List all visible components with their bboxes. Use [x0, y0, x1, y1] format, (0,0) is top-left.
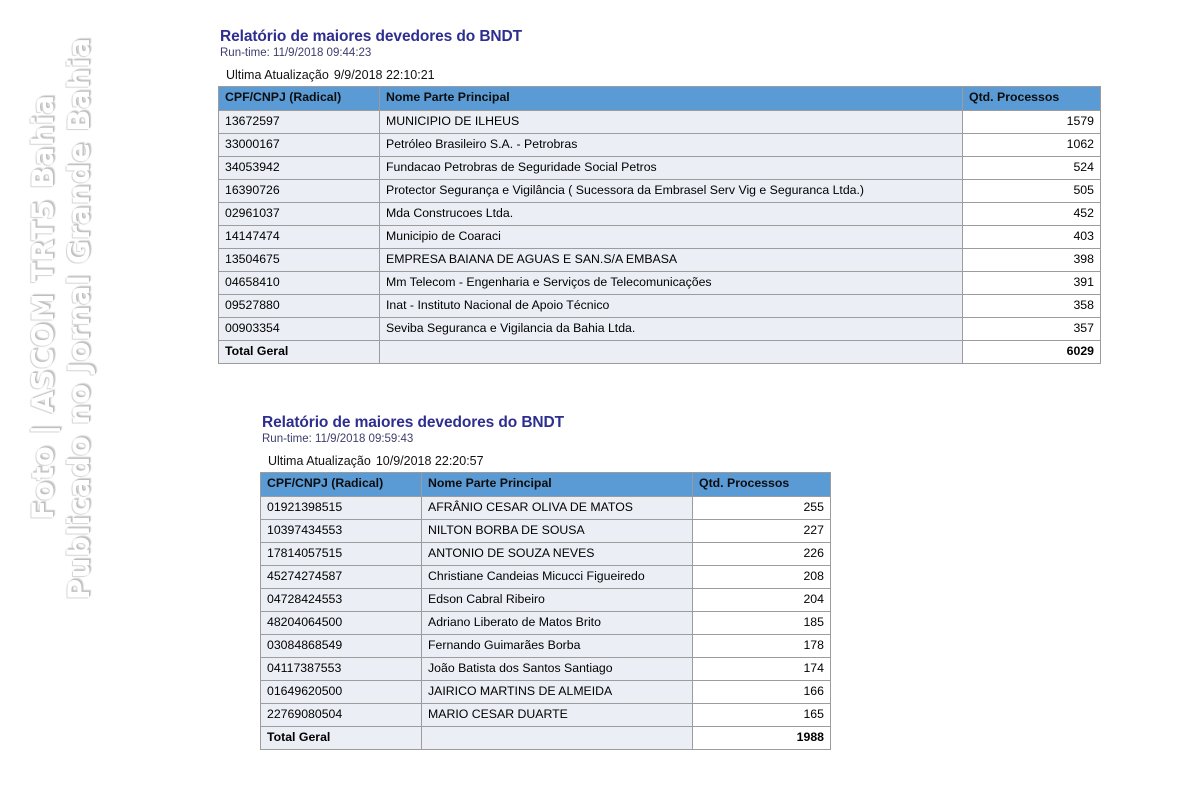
- cell-cpf: 48204064500: [261, 612, 422, 635]
- cell-nome: Mda Construcoes Ltda.: [380, 203, 963, 226]
- table-body: [219, 111, 1101, 364]
- total-value: 1988: [693, 727, 831, 750]
- cell-qtd: 1062: [963, 134, 1101, 157]
- cell-nome: Protector Segurança e Vigilância ( Sucessora da Embrasel Serv Vig e Seguranca Ltda.): [380, 180, 963, 203]
- table-row: [219, 226, 1101, 249]
- report-title: Relatório de maiores devedores do BNDT: [262, 414, 564, 431]
- cell-nome: Municipio de Coaraci: [380, 226, 963, 249]
- table-row: [219, 134, 1101, 157]
- column-header-qtd[interactable]: Qtd. Processos: [963, 87, 1101, 111]
- watermark: [0, 0, 110, 800]
- table-body: [261, 497, 831, 750]
- table-row: [261, 681, 831, 704]
- last-update-value: 10/9/2018 22:20:57: [375, 454, 484, 468]
- cell-qtd: 505: [963, 180, 1101, 203]
- report-last-update: [218, 68, 1101, 82]
- cell-qtd: 227: [693, 520, 831, 543]
- table-row: [261, 566, 831, 589]
- cell-cpf: 13504675: [219, 249, 380, 272]
- cell-cpf: 09527880: [219, 295, 380, 318]
- cell-cpf: 17814057515: [261, 543, 422, 566]
- table-row: [261, 520, 831, 543]
- cell-qtd: 398: [963, 249, 1101, 272]
- cell-cpf: 45274274587: [261, 566, 422, 589]
- table-header-row: [261, 473, 831, 497]
- cell-qtd: 391: [963, 272, 1101, 295]
- table-row: [261, 612, 831, 635]
- table-total-row: [261, 727, 831, 750]
- cell-nome: João Batista dos Santos Santiago: [422, 658, 693, 681]
- report-runtime: Run-time: 11/9/2018 09:44:23: [220, 47, 372, 59]
- cell-cpf: 33000167: [219, 134, 380, 157]
- total-value: 6029: [963, 341, 1101, 364]
- cell-cpf: 00903354: [219, 318, 380, 341]
- cell-cpf: 04728424553: [261, 589, 422, 612]
- table-row: [219, 249, 1101, 272]
- report-title: Relatório de maiores devedores do BNDT: [220, 28, 522, 45]
- cell-qtd: 174: [693, 658, 831, 681]
- cell-qtd: 1579: [963, 111, 1101, 134]
- cell-qtd: 524: [963, 157, 1101, 180]
- report-last-update: [260, 454, 831, 468]
- cell-qtd: 358: [963, 295, 1101, 318]
- cell-qtd: 208: [693, 566, 831, 589]
- cell-nome: EMPRESA BAIANA DE AGUAS E SAN.S/A EMBASA: [380, 249, 963, 272]
- debtors-table-2: [260, 472, 831, 750]
- table-row: [219, 272, 1101, 295]
- cell-cpf: 04117387553: [261, 658, 422, 681]
- total-spacer: [422, 727, 693, 750]
- last-update-value: 9/9/2018 22:10:21: [333, 68, 435, 82]
- cell-cpf: 16390726: [219, 180, 380, 203]
- table-row: [219, 180, 1101, 203]
- cell-qtd: 452: [963, 203, 1101, 226]
- cell-cpf: 14147474: [219, 226, 380, 249]
- watermark-credit-line: Foto | ASCOM TRT5 Bahia: [26, 94, 60, 520]
- column-header-cpf[interactable]: CPF/CNPJ (Radical): [219, 87, 380, 111]
- table-row: [261, 704, 831, 727]
- table-row: [261, 635, 831, 658]
- table-row: [261, 543, 831, 566]
- cell-cpf: 02961037: [219, 203, 380, 226]
- last-update-label: Ultima Atualização: [268, 454, 371, 468]
- cell-qtd: 226: [693, 543, 831, 566]
- cell-qtd: 357: [963, 318, 1101, 341]
- watermark-publication-line: Publicado no Jornal Grande Bahia: [62, 37, 96, 600]
- cell-nome: Mm Telecom - Engenharia e Serviços de Telecomunicações: [380, 272, 963, 295]
- cell-qtd: 403: [963, 226, 1101, 249]
- cell-cpf: 10397434553: [261, 520, 422, 543]
- cell-nome: Petróleo Brasileiro S.A. - Petrobras: [380, 134, 963, 157]
- cell-nome: Fernando Guimarães Borba: [422, 635, 693, 658]
- table-row: [219, 203, 1101, 226]
- report-block-1: [218, 28, 1101, 364]
- cell-nome: Inat - Instituto Nacional de Apoio Técnico: [380, 295, 963, 318]
- cell-nome: NILTON BORBA DE SOUSA: [422, 520, 693, 543]
- table-row: [261, 497, 831, 520]
- table-header: [261, 473, 831, 497]
- debtors-table-1: [218, 86, 1101, 364]
- total-label: Total Geral: [261, 727, 422, 750]
- table-row: [261, 589, 831, 612]
- cell-qtd: 255: [693, 497, 831, 520]
- table-row: [219, 295, 1101, 318]
- cell-cpf: 03084868549: [261, 635, 422, 658]
- column-header-cpf[interactable]: CPF/CNPJ (Radical): [261, 473, 422, 497]
- cell-qtd: 165: [693, 704, 831, 727]
- table-header-row: [219, 87, 1101, 111]
- cell-nome: MUNICIPIO DE ILHEUS: [380, 111, 963, 134]
- total-spacer: [380, 341, 963, 364]
- last-update-label: Ultima Atualização: [226, 68, 329, 82]
- cell-cpf: 13672597: [219, 111, 380, 134]
- cell-nome: Seviba Seguranca e Vigilancia da Bahia Ltda.: [380, 318, 963, 341]
- cell-nome: Christiane Candeias Micucci Figueiredo: [422, 566, 693, 589]
- table-row: [261, 658, 831, 681]
- table-total-row: [219, 341, 1101, 364]
- cell-nome: Adriano Liberato de Matos Brito: [422, 612, 693, 635]
- cell-cpf: 01649620500: [261, 681, 422, 704]
- report-block-2: [260, 414, 831, 750]
- table-header: [219, 87, 1101, 111]
- cell-qtd: 204: [693, 589, 831, 612]
- cell-nome: ANTONIO DE SOUZA NEVES: [422, 543, 693, 566]
- table-row: [219, 157, 1101, 180]
- cell-cpf: 22769080504: [261, 704, 422, 727]
- cell-cpf: 04658410: [219, 272, 380, 295]
- cell-cpf: 01921398515: [261, 497, 422, 520]
- cell-nome: MARIO CESAR DUARTE: [422, 704, 693, 727]
- column-header-qtd[interactable]: Qtd. Processos: [693, 473, 831, 497]
- cell-nome: AFRÂNIO CESAR OLIVA DE MATOS: [422, 497, 693, 520]
- column-header-nome[interactable]: Nome Parte Principal: [380, 87, 963, 111]
- report-runtime: Run-time: 11/9/2018 09:59:43: [262, 433, 414, 445]
- cell-nome: JAIRICO MARTINS DE ALMEIDA: [422, 681, 693, 704]
- table-row: [219, 111, 1101, 134]
- cell-nome: Fundacao Petrobras de Seguridade Social Petros: [380, 157, 963, 180]
- cell-cpf: 34053942: [219, 157, 380, 180]
- table-row: [219, 318, 1101, 341]
- cell-qtd: 166: [693, 681, 831, 704]
- cell-qtd: 178: [693, 635, 831, 658]
- cell-nome: Edson Cabral Ribeiro: [422, 589, 693, 612]
- total-label: Total Geral: [219, 341, 380, 364]
- column-header-nome[interactable]: Nome Parte Principal: [422, 473, 693, 497]
- cell-qtd: 185: [693, 612, 831, 635]
